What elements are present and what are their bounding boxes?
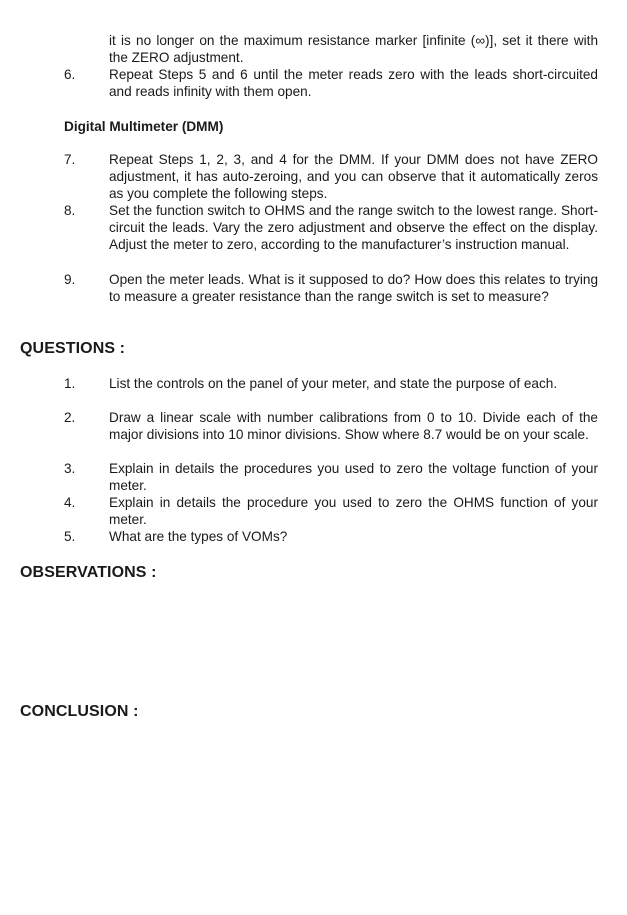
step-text: Repeat Steps 1, 2, 3, and 4 for the DMM. If your DMM does not have ZERO adjustment, it has auto-zeroing, and you can observe that it automatically zeros as you complete the following steps.: [109, 152, 598, 201]
question-number: 3.: [64, 461, 76, 476]
question-text: Draw a linear scale with number calibrations from 0 to 10. Divide each of the major divisions into 10 minor divisions. Show where 8.7 would be on your scale.: [109, 410, 598, 442]
question-number: 1.: [64, 376, 76, 391]
observations-heading: OBSERVATIONS :: [20, 564, 157, 581]
question-number: 2.: [64, 410, 76, 425]
step-5-continued-text: it is no longer on the maximum resistance marker [infinite (∞)], set it there with the ZERO adjustment.: [109, 33, 598, 65]
question-text: Explain in details the procedures you used to zero the voltage function of your meter.: [109, 461, 598, 493]
step-number: 6.: [64, 67, 76, 82]
step-number: 7.: [64, 152, 76, 167]
step-text: Open the meter leads. What is it supposed to do? How does this relates to trying to measure a greater resistance than the range switch is set to measure?: [109, 272, 598, 304]
question-text: List the controls on the panel of your meter, and state the purpose of each.: [109, 376, 558, 391]
question-text: What are the types of VOMs?: [109, 529, 288, 544]
dmm-section-title: Digital Multimeter (DMM): [64, 119, 224, 134]
question-number: 4.: [64, 495, 76, 510]
conclusion-heading: CONCLUSION :: [20, 703, 139, 720]
step-text: Set the function switch to OHMS and the range switch to the lowest range. Short-circuit the leads. Vary the zero adjustment and observe the effect on the display. Adjust the meter to zero, according to the manufacturer’s instruction manual.: [109, 203, 598, 252]
step-number: 9.: [64, 272, 76, 287]
questions-heading: QUESTIONS :: [20, 340, 126, 357]
question-number: 5.: [64, 529, 76, 544]
question-text: Explain in details the procedure you used to zero the OHMS function of your meter.: [109, 495, 598, 527]
step-number: 8.: [64, 203, 76, 218]
step-text: Repeat Steps 5 and 6 until the meter reads zero with the leads short-circuited and reads infinity with them open.: [109, 67, 598, 99]
